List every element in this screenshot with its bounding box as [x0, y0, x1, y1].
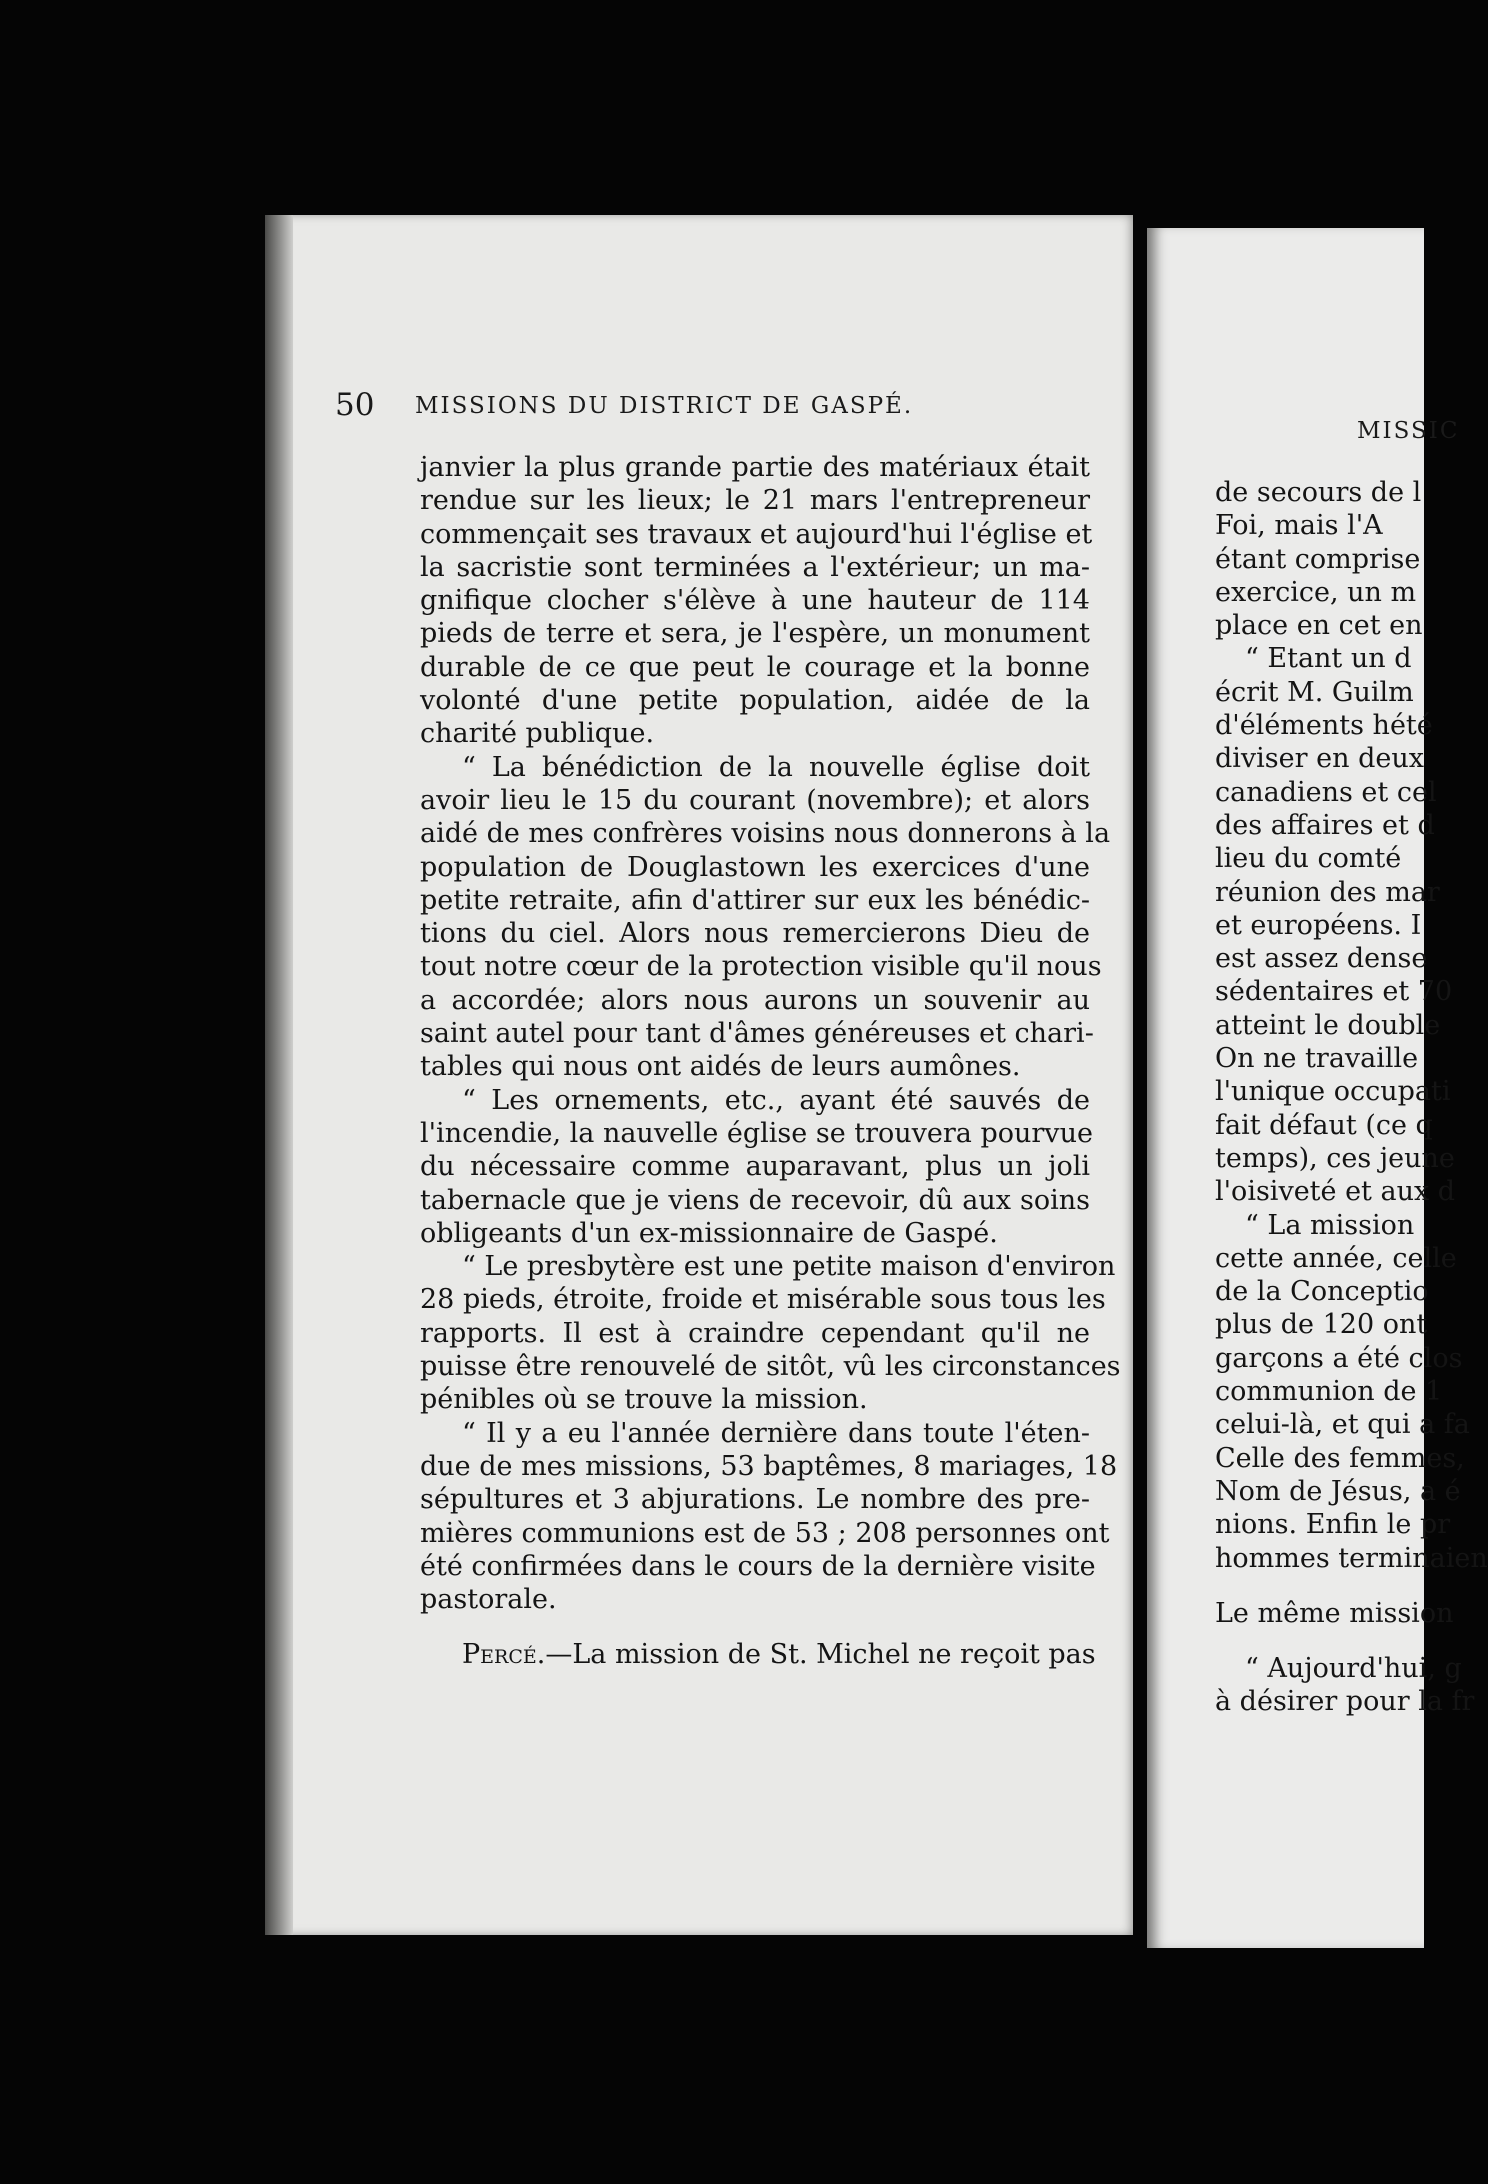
right-text-line: celui-là, et qui a fa: [1215, 1409, 1470, 1441]
right-text-line: garçons a été clos: [1215, 1342, 1463, 1374]
right-text-line: communion de 1: [1215, 1376, 1443, 1408]
text-line: tabernacle que je viens de recevoir, dû aux soins: [420, 1184, 1090, 1216]
right-text-line: Celle des femmes,: [1215, 1442, 1465, 1474]
text-line: 28 pieds, étroite, froide et misérable sous tous les: [420, 1284, 1106, 1316]
right-text-line: écrit M. Guilm: [1215, 676, 1414, 708]
text-line: pastorale.: [420, 1584, 557, 1616]
right-text-line: diviser en deux: [1215, 743, 1424, 775]
text-line: petite retraite, afin d'attirer sur eux les bénédic-: [420, 884, 1090, 916]
right-text-line: Nom de Jésus, a é: [1215, 1475, 1461, 1507]
text-line: rendue sur les lieux; le 21 mars l'entrepreneur: [420, 485, 1090, 517]
right-text-line: fait défaut (ce q: [1215, 1109, 1433, 1141]
right-text-line: et européens. I: [1215, 909, 1422, 941]
text-line: population de Douglastown les exercices d'une: [420, 851, 1090, 883]
right-page: [1147, 228, 1488, 1948]
text-line: volonté d'une petite population, aidée de la: [420, 685, 1090, 717]
right-text-line: d'éléments hété: [1215, 710, 1433, 742]
text-line: charité publique.: [420, 718, 655, 750]
right-text-line: “ La mission: [1245, 1209, 1415, 1241]
right-text-line: exercice, un m: [1215, 576, 1417, 608]
perce-text: —La mission de St. Michel ne reçoit pas: [545, 1639, 1096, 1671]
perce-paragraph: [420, 1638, 1096, 1671]
right-text-line: de la Conceptio: [1215, 1276, 1429, 1308]
right-running-head: MISSIC: [1357, 418, 1460, 444]
right-text-line: réunion des mar: [1215, 876, 1440, 908]
right-text-line: sédentaires et 70: [1215, 976, 1453, 1008]
right-text-line: atteint le double: [1215, 1009, 1441, 1041]
text-line: pénibles où se trouve la mission.: [420, 1384, 868, 1416]
text-line: durable de ce que peut le courage et la bonne: [420, 651, 1090, 683]
right-text-line: nions. Enfin le pr: [1215, 1509, 1451, 1541]
text-line: tions du ciel. Alors nous remercierons Dieu de: [420, 918, 1090, 950]
text-line: l'incendie, la nauvelle église se trouvera pourvue: [420, 1117, 1093, 1149]
text-line: avoir lieu le 15 du courant (novembre); et alors: [420, 784, 1090, 816]
text-line: pieds de terre et sera, je l'espère, un monument: [420, 618, 1090, 650]
right-text-line: l'unique occupati: [1215, 1076, 1451, 1108]
text-line: janvier la plus grande partie des matériaux était: [420, 452, 1090, 483]
right-text-line: lieu du comté: [1215, 843, 1402, 875]
page-gutter: [265, 215, 293, 1935]
right-text-line: étant comprise: [1215, 543, 1421, 575]
text-line: tout notre cœur de la protection visible qu'il nous: [420, 951, 1102, 983]
right-text-line: place en cet en: [1215, 610, 1423, 642]
text-line: saint autel pour tant d'âmes généreuses et chari-: [420, 1018, 1094, 1050]
text-line: due de mes missions, 53 baptêmes, 8 mariages, 18: [420, 1450, 1118, 1482]
right-text-line: “ Etant un d: [1245, 643, 1412, 675]
right-text-line: Le même mission: [1215, 1597, 1454, 1629]
text-line: rapports. Il est à craindre cependant qu'il ne: [420, 1317, 1090, 1349]
text-line: été confirmées dans le cours de la dernière visite: [420, 1550, 1096, 1582]
text-line: puisse être renouvelé de sitôt, vû les circonstances: [420, 1351, 1121, 1383]
running-head: [335, 387, 1093, 423]
text-line: aidé de mes confrères voisins nous donnerons à la: [420, 818, 1111, 850]
right-text-line: canadiens et cel: [1215, 776, 1437, 808]
running-head-title: MISSIONS DU DISTRICT DE GASPÉ.: [415, 393, 914, 419]
text-line: mières communions est de 53 ; 208 personnes ont: [420, 1517, 1110, 1549]
text-line: “ La bénédiction de la nouvelle église doit: [462, 751, 1090, 783]
right-text-line: On ne travaille: [1215, 1043, 1419, 1075]
text-line: la sacristie sont terminées a l'extérieur; un ma-: [420, 551, 1090, 583]
right-text-line: est assez dense: [1215, 943, 1428, 975]
right-text-line: cette année, celle: [1215, 1242, 1457, 1274]
right-text-line: des affaires et d: [1215, 809, 1435, 841]
left-page: [265, 215, 1133, 1935]
right-body-text: [1215, 476, 1488, 1719]
right-text-line: hommes terminaien: [1215, 1542, 1488, 1574]
text-line: a accordée; alors nous aurons un souvenir au: [420, 984, 1090, 1016]
text-line: sépultures et 3 abjurations. Le nombre des pre-: [420, 1484, 1090, 1516]
text-line: “ Il y a eu l'année dernière dans toute l'éten-: [462, 1417, 1090, 1449]
text-line: du nécessaire comme auparavant, plus un joli: [420, 1151, 1090, 1183]
text-line: “ Les ornements, etc., ayant été sauvés de: [462, 1084, 1090, 1116]
page-number: 50: [335, 387, 375, 423]
right-text-line: Foi, mais l'A: [1215, 510, 1383, 542]
right-text-line: temps), ces jeune: [1215, 1142, 1455, 1174]
right-text-line: l'oisiveté et aux d: [1215, 1176, 1456, 1208]
right-text-line: de secours de l: [1215, 477, 1422, 508]
body-text: [420, 451, 1121, 1672]
text-line: obligeants d'un ex-missionnaire de Gaspé.: [420, 1217, 998, 1249]
right-text-line: plus de 120 ont: [1215, 1309, 1428, 1341]
text-line: commençait ses travaux et aujourd'hui l'église et: [420, 518, 1093, 550]
text-line: “ Le presbytère est une petite maison d'environ: [462, 1251, 1116, 1283]
right-text-line: à désirer pour la fr: [1215, 1686, 1475, 1718]
perce-heading: Percé.: [462, 1639, 546, 1671]
right-text-line: “ Aujourd'hui, g: [1245, 1653, 1462, 1685]
text-line: tables qui nous ont aidés de leurs aumônes.: [420, 1051, 1021, 1083]
text-line: gnifique clocher s'élève à une hauteur de 114: [420, 585, 1090, 617]
